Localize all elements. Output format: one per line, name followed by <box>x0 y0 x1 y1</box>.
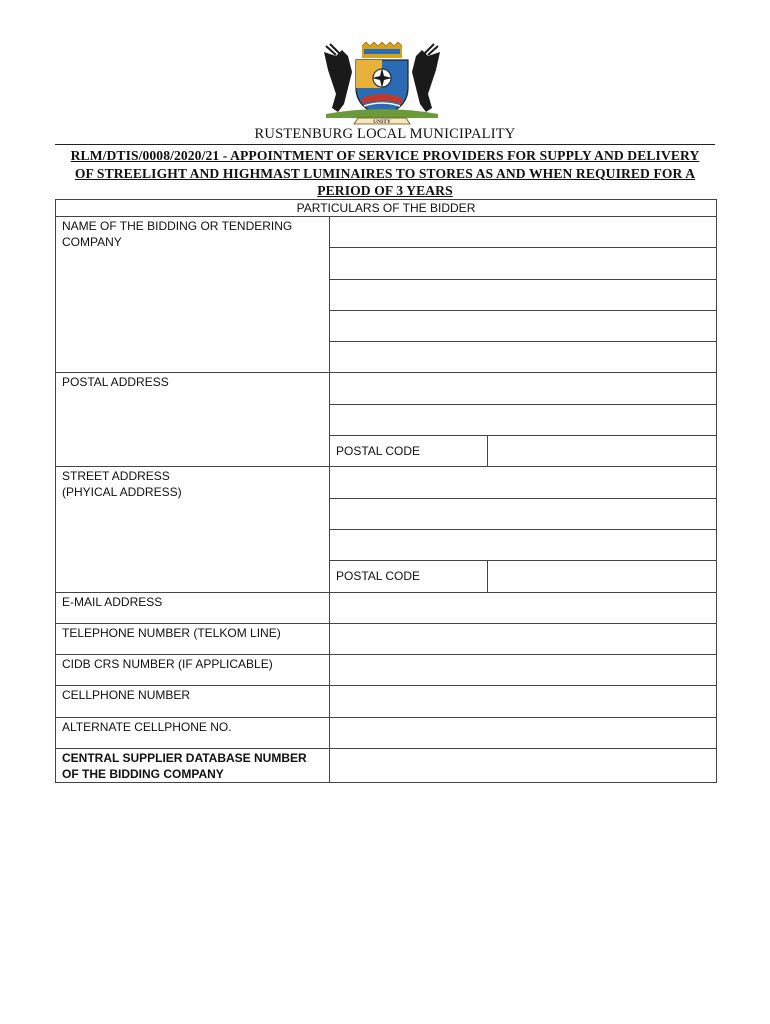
postal-code-field[interactable] <box>488 436 717 467</box>
postal-code-label: POSTAL CODE <box>330 436 488 467</box>
svg-text:UNITY: UNITY <box>373 119 391 126</box>
telephone-label: TELEPHONE NUMBER (TELKOM LINE) <box>56 623 330 654</box>
document-title: RLM/DTIS/0008/2020/21 - APPOINTMENT OF SERVICE PROVIDERS FOR SUPPLY AND DELIVERY OF STREELIGHT AND HIGHMAST LUMINAIRES TO STORES AS AND WHEN REQUIRED FOR A PERIOD OF 3 YEARS <box>70 148 700 198</box>
postal-address-label: POSTAL ADDRESS <box>56 373 330 467</box>
street-address-field[interactable] <box>330 529 717 560</box>
header-divider <box>55 144 715 145</box>
company-name-label: NAME OF THE BIDDING OR TENDERING COMPANY <box>56 217 330 373</box>
postal-address-field[interactable] <box>330 373 717 404</box>
email-label: E-MAIL ADDRESS <box>56 592 330 623</box>
alt-cellphone-field[interactable] <box>330 717 717 748</box>
street-postal-code-label: POSTAL CODE <box>330 561 488 592</box>
street-address-label: STREET ADDRESS (PHYICAL ADDRESS) <box>56 467 330 592</box>
coat-of-arms-logo <box>318 42 446 126</box>
company-name-field[interactable] <box>330 310 717 341</box>
telephone-field[interactable] <box>330 623 717 654</box>
cellphone-label: CELLPHONE NUMBER <box>56 686 330 717</box>
street-address-field[interactable] <box>330 498 717 529</box>
postal-address-field[interactable] <box>330 404 717 435</box>
street-address-field[interactable] <box>330 467 717 498</box>
alt-cellphone-label: ALTERNATE CELLPHONE NO. <box>56 717 330 748</box>
cidb-field[interactable] <box>330 655 717 686</box>
company-name-field[interactable] <box>330 217 717 248</box>
company-name-field[interactable] <box>330 342 717 373</box>
bidder-particulars-table <box>55 199 717 783</box>
company-name-field[interactable] <box>330 248 717 279</box>
cidb-label: CIDB CRS NUMBER (IF APPLICABLE) <box>56 655 330 686</box>
company-name-field[interactable] <box>330 279 717 310</box>
section-header: PARTICULARS OF THE BIDDER <box>56 200 717 217</box>
csd-number-field[interactable] <box>330 749 717 783</box>
email-field[interactable] <box>330 592 717 623</box>
csd-number-label: CENTRAL SUPPLIER DATABASE NUMBER OF THE BIDDING COMPANY <box>56 749 330 783</box>
cellphone-field[interactable] <box>330 686 717 717</box>
street-postal-code-field[interactable] <box>488 561 717 592</box>
municipality-name: RUSTENBURG LOCAL MUNICIPALITY <box>254 126 516 142</box>
